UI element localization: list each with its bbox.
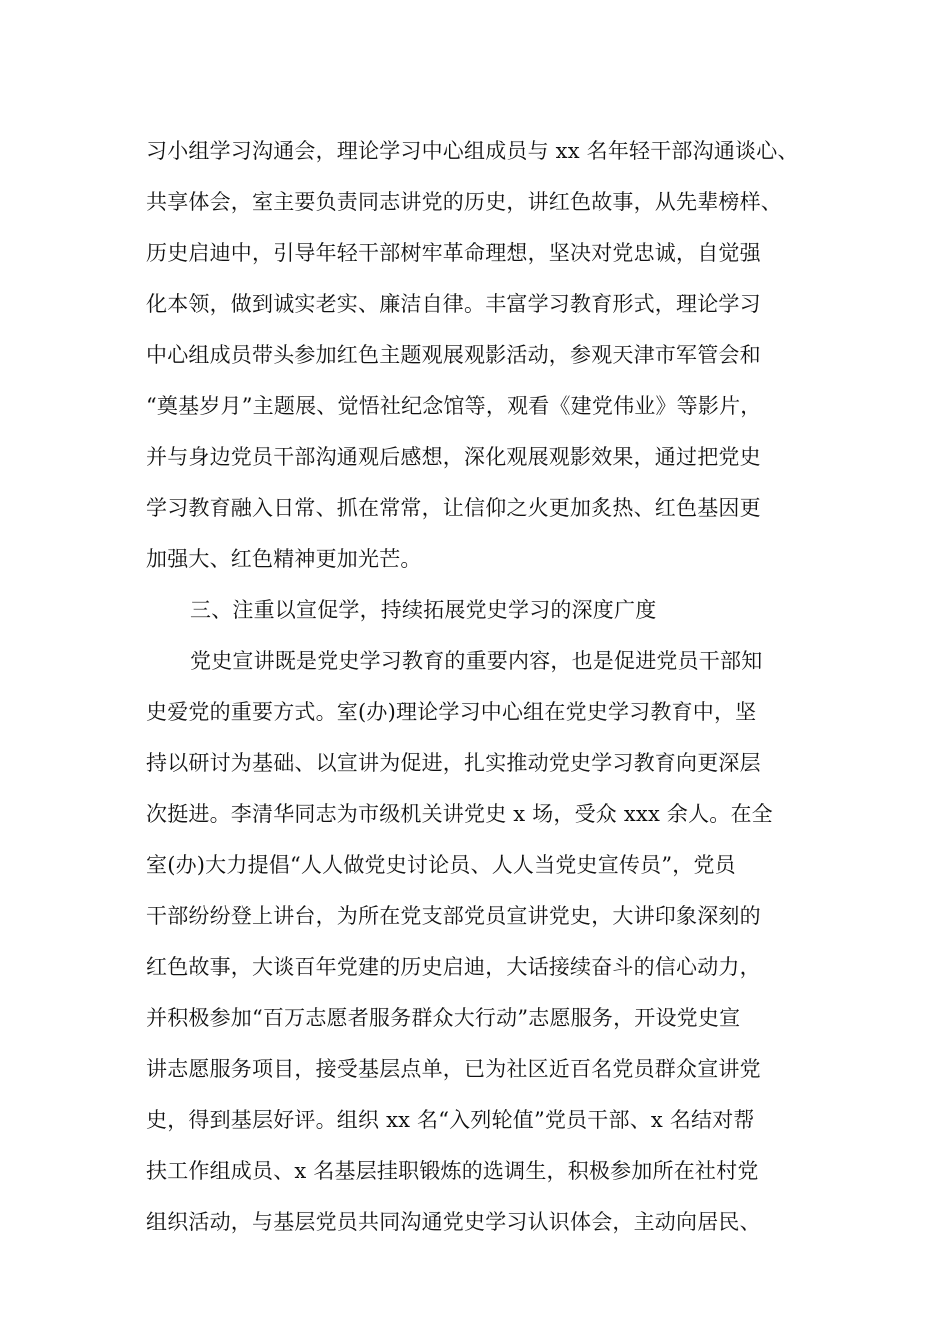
text-line: 并积极参加“百万志愿者服务群众大行动”志愿服务，开设党史宣 [146,1006,741,1030]
paragraph-1 [146,126,826,585]
text-line: 加强大、红色精神更加光芒。 [146,547,422,571]
text-line: 红色故事，大谈百年党建的历史启迪，大话接续奋斗的信心动力， [146,955,761,979]
text-line: 党史宣讲既是党史学习教育的重要内容，也是促进党员干部知 [190,649,763,673]
text-line: 中心组成员带头参加红色主题观展观影活动，参观天津市军管会和 [146,343,761,367]
text-line: 讲志愿服务项目，接受基层点单，已为社区近百名党员群众宣讲党 [146,1057,761,1081]
text-line: 习小组学习沟通会，理论学习中心组成员与 xx 名年轻干部沟通谈心、 [146,139,799,163]
text-line: 历史启迪中，引导年轻干部树牢革命理想，坚决对党忠诚，自觉强 [146,241,761,265]
text-line: “奠基岁月”主题展、觉悟社纪念馆等，观看《建党伟业》等影片， [146,394,762,418]
text-line: 持以研讨为基础、以宣讲为促进，扎实推动党史学习教育向更深层 [146,751,761,775]
section-heading: 三、注重以宣促学，持续拓展党史学习的深度广度 [190,598,657,622]
text-line: 次挺进。李清华同志为市级机关讲党史 x 场，受众 xxx 余人。在全 [146,802,773,826]
text-line: 史爱党的重要方式。室(办)理论学习中心组在党史学习教育中，坚 [146,700,757,724]
text-line: 扶工作组成员、x 名基层挂职锻炼的选调生，积极参加所在社村党 [146,1159,759,1183]
text-line: 并与身边党员干部沟通观后感想，深化观展观影效果，通过把党史 [146,445,761,469]
text-line: 史，得到基层好评。组织 xx 名“入列轮值”党员干部、x 名结对帮 [146,1108,755,1132]
text-line: 干部纷纷登上讲台，为所在党支部党员宣讲党史，大讲印象深刻的 [146,904,761,928]
text-line: 化本领，做到诚实老实、廉洁自律。丰富学习教育形式，理论学习 [146,292,761,316]
text-line: 共享体会，室主要负责同志讲党的历史，讲红色故事，从先辈榜样、 [146,190,782,214]
document-body [146,126,826,1248]
text-line: 组织活动，与基层党员共同沟通党史学习认识体会，主动向居民、 [146,1210,761,1234]
text-line: 室(办)大力提倡“人人做党史讨论员、人人当党史宣传员”，党员 [146,853,736,877]
text-line: 学习教育融入日常、抓在常常，让信仰之火更加炙热、红色基因更 [146,496,761,520]
paragraph-2 [146,636,826,1248]
